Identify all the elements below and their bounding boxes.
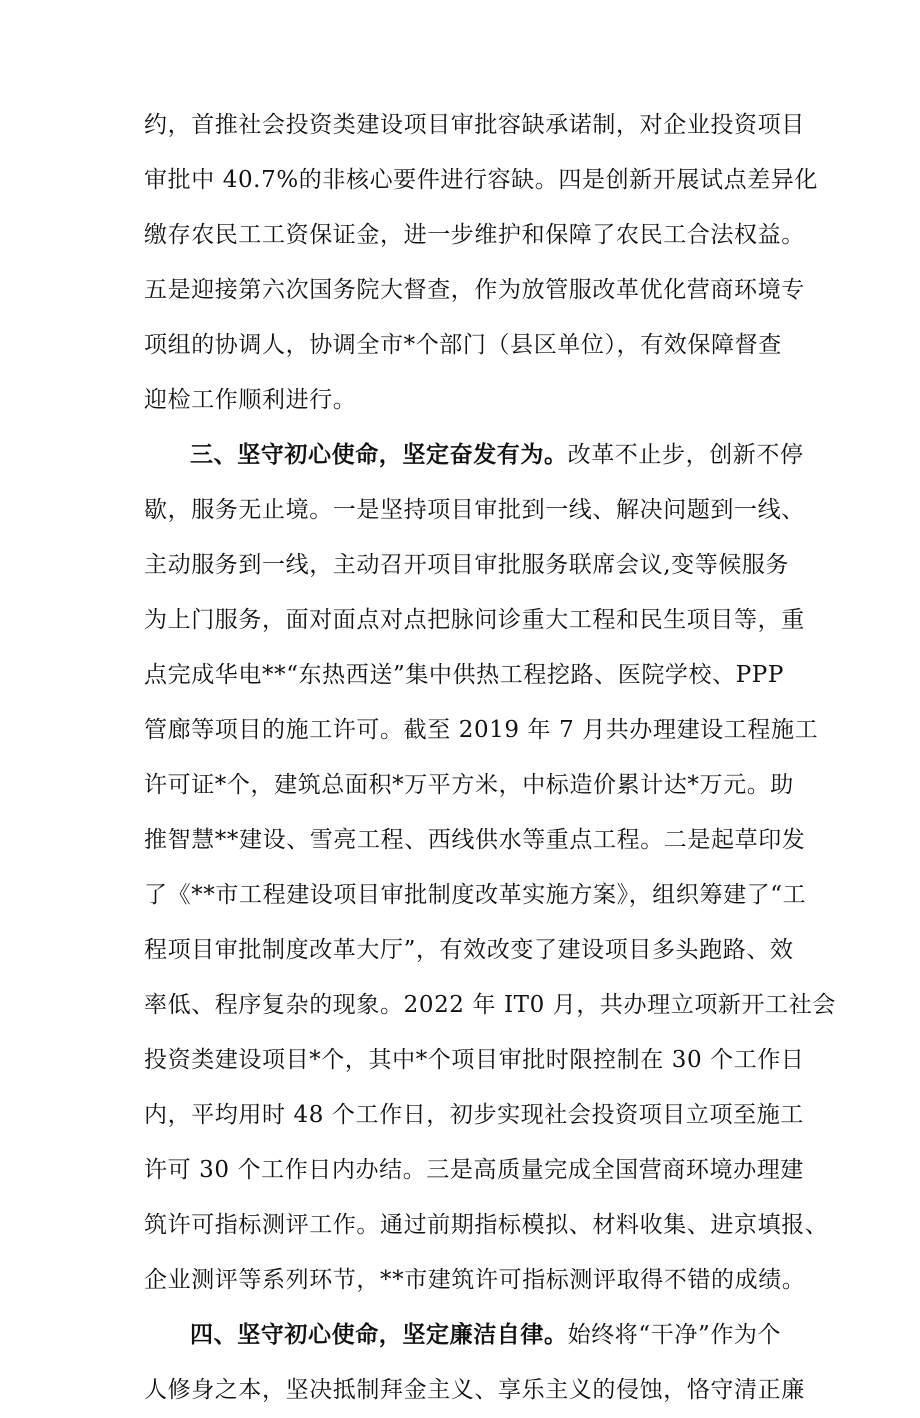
section-3-heading: 三、坚守初心使命，坚定奋发有为。 bbox=[190, 442, 568, 468]
paragraph-line: 审批中 40.7%的非核心要件进行容缺。四是创新开展试点差异化 bbox=[144, 167, 818, 193]
section-3-lead-text: 改革不止步，创新不停 bbox=[567, 442, 804, 468]
paragraph-line: 率低、程序复杂的现象。2022 年 IT0 月，共办理立项新开工社会 bbox=[144, 992, 836, 1018]
paragraph-line: 投资类建设项目*个，其中*个项目审批时限控制在 30 个工作日 bbox=[144, 1047, 805, 1073]
paragraph-line: 企业测评等系列环节，**市建筑许可指标测评取得不错的成绩。 bbox=[144, 1267, 806, 1293]
section-3-first-line bbox=[144, 428, 804, 483]
paragraph-line: 歇，服务无止境。一是坚持项目审批到一线、解决问题到一线、 bbox=[144, 497, 805, 523]
paragraph-line: 约，首推社会投资类建设项目审批容缺承诺制，对企业投资项目 bbox=[144, 112, 805, 138]
paragraph-line: 人修身之本，坚决抵制拜金主义、享乐主义的侵蚀，恪守清正廉 bbox=[144, 1377, 805, 1403]
section-4-lead-text: 始终将“干净”作为个 bbox=[567, 1322, 782, 1348]
paragraph-line: 点完成华电**“东热西送”集中供热工程挖路、医院学校、PPP bbox=[144, 662, 784, 688]
paragraph-line: 内，平均用时 48 个工作日，初步实现社会投资项目立项至施工 bbox=[144, 1102, 804, 1128]
paragraph-line: 为上门服务，面对面点对点把脉问诊重大工程和民生项目等，重 bbox=[144, 607, 805, 633]
paragraph-line: 缴存农民工工资保证金，进一步维护和保障了农民工合法权益。 bbox=[144, 222, 805, 248]
section-4-heading: 四、坚守初心使命，坚定廉洁自律。 bbox=[190, 1322, 568, 1348]
paragraph-line: 筑许可指标测评工作。通过前期指标模拟、材料收集、进京填报、 bbox=[144, 1212, 829, 1238]
paragraph-line: 推智慧**建设、雪亮工程、西线供水等重点工程。二是起草印发 bbox=[144, 827, 806, 853]
paragraph-line: 许可证*个，建筑总面积*万平方米，中标造价累计达*万元。助 bbox=[144, 772, 794, 798]
section-4-first-line bbox=[144, 1308, 780, 1363]
paragraph-line: 程项目审批制度改革大厅”，有效改变了建设项目多头跑路、效 bbox=[144, 937, 794, 963]
paragraph-line: 项组的协调人，协调全市*个部门（县区单位），有效保障督查 bbox=[144, 332, 782, 358]
document-body bbox=[144, 98, 836, 1418]
paragraph-line: 管廊等项目的施工许可。截至 2019 年 7 月共办理建设工程施工 bbox=[144, 717, 819, 743]
paragraph-line: 许可 30 个工作日内办结。三是高质量完成全国营商环境办理建 bbox=[144, 1157, 804, 1183]
paragraph-line: 五是迎接第六次国务院大督查，作为放管服改革优化营商环境专 bbox=[144, 277, 805, 303]
paragraph-line: 了《**市工程建设项目审批制度改革实施方案》，组织筹建了“工 bbox=[144, 882, 807, 908]
paragraph-line: 主动服务到一线，主动召开项目审批服务联席会议,变等候服务 bbox=[144, 552, 790, 578]
paragraph-line: 迎检工作顺利进行。 bbox=[144, 387, 357, 413]
